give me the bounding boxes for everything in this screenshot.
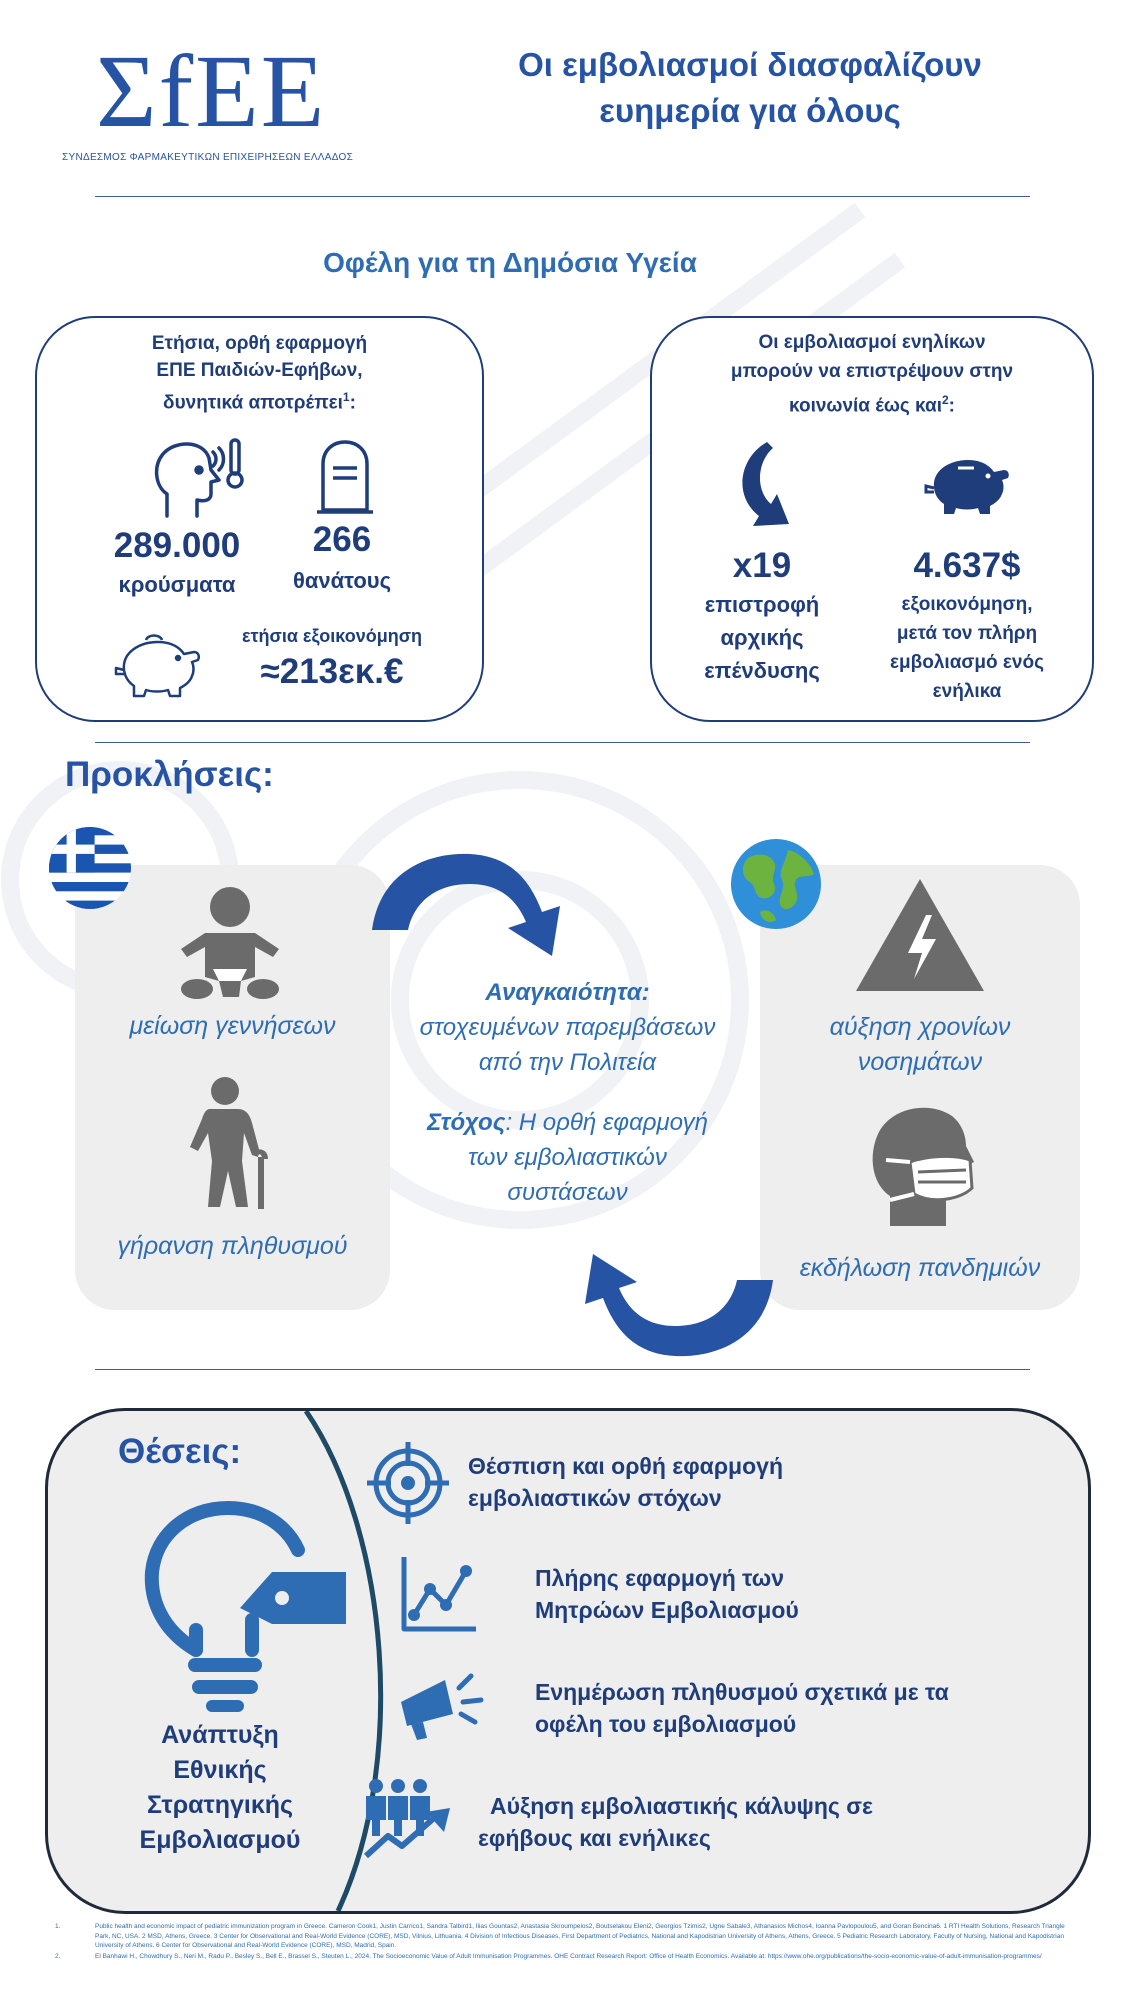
right-card-intro-colon: :	[948, 395, 955, 417]
roi-label-line2: αρχικής	[720, 625, 804, 650]
roi-label-line1: επιστροφή	[704, 592, 820, 617]
reference-1-number: 1.	[55, 1923, 61, 1930]
warning-lightning-icon	[852, 875, 988, 995]
position-item-1-line2: εμβολιαστικών στόχων	[468, 1485, 722, 1511]
mask-head-icon	[866, 1100, 976, 1228]
deaths-label: θανάτους	[292, 568, 392, 593]
roi-label-line3: επένδυσης	[704, 658, 820, 683]
pandemic-label: εκδήλωση πανδημιών	[799, 1254, 1041, 1282]
cases-label: κρούσματα	[118, 572, 236, 597]
roi-value: x19	[732, 546, 792, 585]
need-label: Αναγκαιότητα:	[485, 979, 650, 1006]
reference-2-number: 2.	[55, 1952, 61, 1960]
divider	[95, 1369, 1030, 1370]
deaths-value: 266	[312, 520, 372, 559]
chronic-disease-line2: νοσημάτων	[857, 1048, 983, 1076]
right-card-intro-line3	[652, 386, 1092, 420]
benefits-left-card	[35, 316, 484, 722]
roi-label	[672, 588, 852, 687]
cases-value: 289.000	[113, 526, 241, 565]
goal-line1-text: : Η ορθή εφαρμογή	[505, 1109, 708, 1136]
adult-saving-line1: εξοικονόμηση,	[901, 594, 1033, 615]
references	[55, 1922, 1065, 1961]
divider	[95, 742, 1030, 743]
adult-saving-line4: ενήλικα	[932, 681, 1002, 702]
annual-savings-value: ≈213εκ.€	[260, 652, 404, 691]
adult-saving-value: 4.637$	[913, 546, 1021, 585]
strategy-line4: Εμβολιασμού	[139, 1826, 301, 1854]
piggy-bank-outline-icon	[112, 630, 204, 700]
position-item-4	[478, 1790, 1018, 1854]
growth-people-icon	[362, 1778, 452, 1860]
adult-saving-line2: μετά τον πλήρη	[896, 623, 1038, 644]
right-card-intro-line1: Οι εμβολιασμοί ενηλίκων	[758, 332, 986, 353]
position-item-2-line2: Μητρώων Εμβολιασμού	[535, 1597, 799, 1623]
position-item-1	[468, 1450, 1028, 1514]
footnote-2-marker: 2	[941, 393, 949, 407]
position-item-4-line2: εφήβους και ενήλικες	[478, 1825, 711, 1851]
position-item-3-line2: οφέλη του εμβολιασμού	[535, 1711, 797, 1737]
target-icon	[365, 1440, 451, 1526]
reference-2-text: El Banhawi H., Chowdhury S., Neri M., Radu P., Besley S., Bell E., Brassel S., Steuten L., 2024. The Socioeconomic Value of Adult Immunisation Programmes. OHE Contract Research Report: Office of Health Economics. Available at: https://www.ohe.org/publications/the-socio-economic-value-of-adult-immunisation-programmes/	[95, 1952, 1042, 1960]
goal-line2: των εμβολιαστικών	[468, 1144, 667, 1171]
position-item-2-line1: Πλήρης εφαρμογή των	[535, 1565, 785, 1591]
cycle-arrow-top-icon	[370, 850, 570, 960]
birth-decline-label: μείωση γεννήσεων	[129, 1012, 336, 1040]
national-strategy-text	[115, 1718, 325, 1858]
position-item-3	[535, 1676, 1055, 1740]
logo-text: ΣfEE	[96, 34, 327, 149]
strategy-line1: Ανάπτυξη	[161, 1721, 279, 1749]
annual-savings-label: ετήσια εξοικονόμηση	[241, 626, 423, 646]
gravestone-icon	[315, 438, 375, 518]
divider	[95, 196, 1030, 197]
baby-icon	[175, 885, 285, 1005]
page-title-line2: ευημερία για όλους	[599, 92, 901, 129]
reference-2	[55, 1952, 1065, 1962]
page-title-line1: Οι εμβολιασμοί διασφαλίζουν	[518, 46, 982, 83]
position-item-1-line1: Θέσπιση και ορθή εφαρμογή	[468, 1453, 784, 1479]
right-card-intro-line2: μπορούν να επιστρέψουν στην	[730, 361, 1014, 382]
left-card-intro	[37, 330, 482, 416]
left-card-intro-line3	[37, 384, 482, 416]
goal-label: Στόχος	[427, 1109, 506, 1136]
strategy-line3: Στρατηγικής	[146, 1791, 294, 1819]
need-line1: στοχευμένων παρεμβάσεων	[419, 1014, 716, 1041]
challenges-center-text	[385, 975, 750, 1210]
cycle-arrow-bottom-icon	[575, 1250, 775, 1360]
chronic-disease-label	[760, 1010, 1080, 1080]
lightbulb-icon	[140, 1500, 350, 1715]
position-item-3-line1: Ενημέρωση πληθυσμού σχετικά με τα	[535, 1679, 949, 1705]
reference-1-text: Public health and economic impact of pediatric immunization program in Greece. Cameron Cook1, Justin Carrico1, Sandra Talbird1, Ilias Gountas2, Anastasia Skroumpelos2, Boutselakou Eleni2, Georgios Tzimis2, Ugne Sabale3, Athanasios Michos4, Ioanna Pavlopoulou5, and Goran Bencina6. 1 RTI Health Solutions, Research Triangle Park, NC, USA. 2 MSD, Athens, Greece. 3 Center for Observational and Real-World Evidence (CORE), MSD, Vilnius, Lithuania. 4 Division of Infectious Diseases, First Department of Pediatrics, National and Kapodistrian University of Athens, Athens, Greece. 5 Pediatric Research Laboratory, Faculty of Nursing, National and Kapodistrian University of Athens. 6 Center for Observational and Real-World Evidence (CORE), MSD, Madrid, Spain.	[95, 1923, 1065, 1949]
piggy-bank-icon	[922, 448, 1014, 518]
reference-1	[55, 1922, 1065, 1951]
globe-icon	[730, 838, 822, 930]
elderly-person-icon	[180, 1075, 280, 1210]
left-card-intro-colon: :	[349, 392, 356, 414]
population-aging-label: γήρανση πληθυσμού	[117, 1232, 348, 1260]
goal-line1	[385, 1105, 750, 1140]
greek-flag-icon	[48, 826, 132, 910]
logo	[62, 34, 402, 180]
position-item-4-line1: Αύξηση εμβολιαστικής κάλυψης σε	[490, 1793, 873, 1819]
challenges-heading: Προκλήσεις:	[65, 755, 274, 794]
chronic-disease-line1: αύξηση χρονίων	[829, 1013, 1011, 1041]
page-title	[440, 42, 1060, 134]
right-card-intro-line3-text: κοινωνία έως και	[789, 395, 942, 417]
benefits-heading: Οφέλη για τη Δημόσια Υγεία	[323, 247, 697, 278]
left-card-intro-line2: ΕΠΕ Παιδιών-Εφήβων,	[156, 360, 363, 381]
chart-icon	[400, 1555, 478, 1633]
left-card-intro-line3-text: δυνητικά αποτρέπει	[163, 392, 343, 414]
megaphone-icon	[395, 1670, 485, 1742]
goal-line3: συστάσεων	[507, 1179, 628, 1206]
logo-subtitle: ΣΥΝΔΕΣΜΟΣ ΦΑΡΜΑΚΕΥΤΙΚΩΝ ΕΠΙΧΕΙΡΗΣΕΩΝ ΕΛΛΑΔΟΣ	[62, 152, 354, 163]
right-card-intro	[652, 328, 1092, 420]
fever-head-icon	[147, 436, 247, 521]
left-card-intro-line1: Ετήσια, ορθή εφαρμογή	[151, 333, 368, 354]
position-item-2	[535, 1562, 1035, 1626]
positions-heading: Θέσεις:	[118, 1432, 242, 1471]
need-line2: από την Πολιτεία	[478, 1049, 657, 1076]
adult-saving-label	[857, 590, 1077, 706]
footnote-1-marker: 1	[342, 390, 350, 404]
adult-saving-line3: εμβολιασμό ενός	[890, 652, 1044, 673]
strategy-line2: Εθνικής	[173, 1756, 267, 1784]
return-arrow-icon	[727, 438, 817, 538]
benefits-right-card	[650, 316, 1094, 722]
